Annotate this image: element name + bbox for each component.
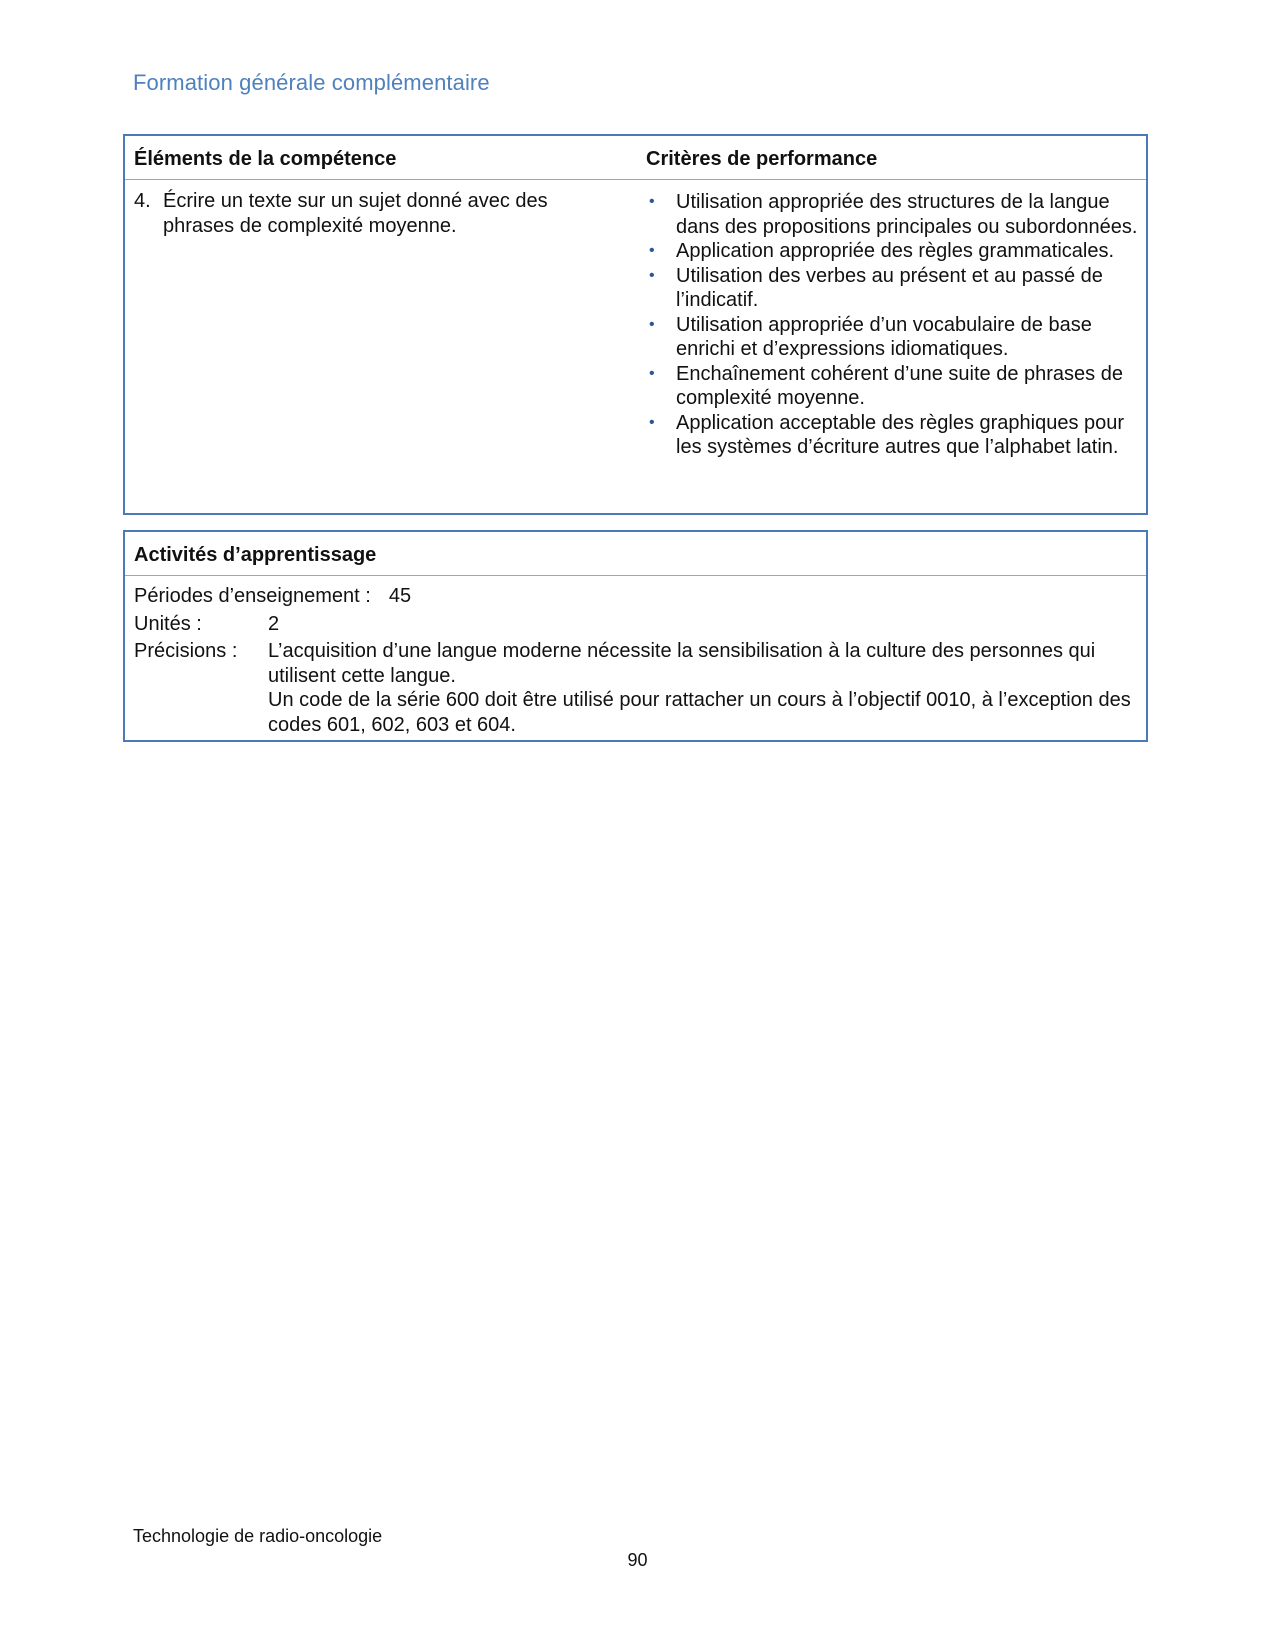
bullet-icon: • xyxy=(649,193,655,210)
page-number: 90 xyxy=(627,1550,648,1570)
learning-activities-header xyxy=(125,532,1146,576)
bullet-icon: • xyxy=(649,413,655,431)
criterion-text: Utilisation appropriée d’un vocabulaire de base enrichi et d’expressions idiomatiques. xyxy=(676,313,1092,360)
periods-label: Périodes d’enseignement : xyxy=(134,585,371,607)
criterion-item xyxy=(646,313,1142,362)
units-row xyxy=(134,612,279,637)
performance-criteria-list xyxy=(646,190,1142,460)
bullet-icon: • xyxy=(649,364,655,382)
bullet-icon: • xyxy=(649,242,655,259)
details-text xyxy=(268,639,1134,737)
details-paragraph: Un code de la série 600 doit être utilisé pour rattacher un cours à l’objectif 0010, à l’exception des codes 601, 602, 603 et 604. xyxy=(268,689,1131,736)
elements-column-header: Éléments de la compétence xyxy=(134,148,397,170)
criterion-item xyxy=(646,239,1142,264)
periods-value: 45 xyxy=(388,585,412,607)
element-text: Écrire un texte sur un sujet donné avec des phrases de complexité moyenne. xyxy=(163,190,548,237)
details-row xyxy=(134,639,1134,737)
learning-activities-title: Activités d’apprentissage xyxy=(134,544,377,566)
footer-program-name: Technologie de radio-oncologie xyxy=(133,1526,383,1546)
criteria-column-header: Critères de performance xyxy=(646,148,878,170)
bullet-icon: • xyxy=(649,315,655,333)
competence-table-header xyxy=(125,136,1146,180)
page-title: Formation générale complémentaire xyxy=(133,70,490,95)
criterion-item xyxy=(646,190,1142,239)
units-label: Unités : xyxy=(134,613,202,635)
units-value: 2 xyxy=(268,613,280,635)
criterion-text: Application acceptable des règles graphiques pour les systèmes d’écriture autres que l’alphabet latin. xyxy=(676,411,1125,458)
criterion-item xyxy=(646,264,1142,313)
criterion-text: Application appropriée des règles grammaticales. xyxy=(676,240,1115,262)
criterion-item xyxy=(646,411,1142,460)
details-paragraph: L’acquisition d’une langue moderne nécessite la sensibilisation à la culture des personnes qui utilisent cette langue. xyxy=(268,640,1096,687)
element-number: 4. xyxy=(134,190,151,212)
details-label: Précisions : xyxy=(134,640,238,662)
learning-activities-table xyxy=(123,530,1148,742)
criterion-text: Utilisation des verbes au présent et au passé de l’indicatif. xyxy=(676,264,1103,311)
criterion-item xyxy=(646,362,1142,411)
criterion-text: Enchaînement cohérent d’une suite de phrases de complexité moyenne. xyxy=(676,362,1123,409)
teaching-periods-row xyxy=(134,584,411,609)
criterion-text: Utilisation appropriée des structures de la langue dans des propositions principales ou subordonnées. xyxy=(676,191,1138,238)
competence-table xyxy=(123,134,1148,515)
bullet-icon: • xyxy=(649,266,655,284)
competence-element xyxy=(134,189,574,238)
